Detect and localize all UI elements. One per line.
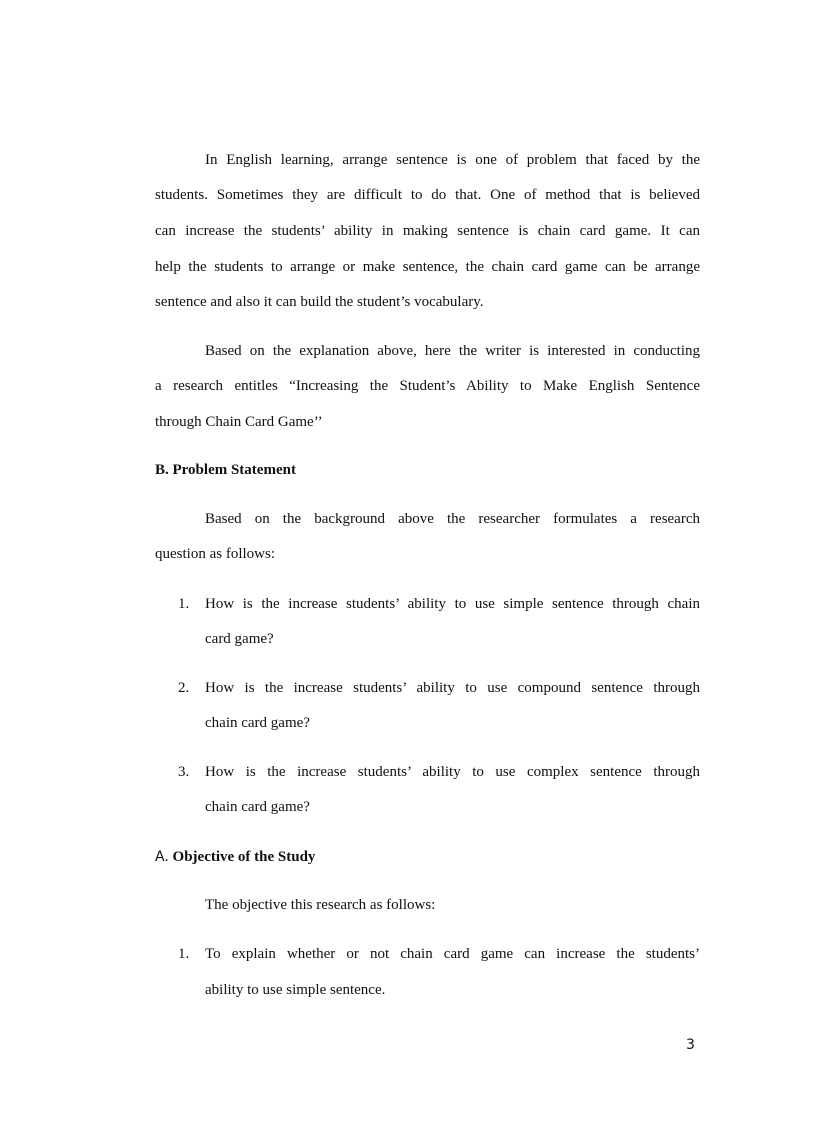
problem-item-2-line-2: chain card game? bbox=[205, 715, 310, 731]
problem-item-3-number: 3. bbox=[178, 764, 190, 780]
problem-item-1-line-2: card game? bbox=[205, 631, 274, 647]
problem-item-1-number: 1. bbox=[178, 596, 190, 612]
objective-item-1-line-1: To explain whether or not chain card game can increase the students’ bbox=[205, 946, 700, 962]
paragraph-1-line-1: In English learning, arrange sentence is one of problem that faced by the bbox=[205, 152, 700, 168]
paragraph-1-line-5: sentence and also it can build the student’s vocabulary. bbox=[155, 294, 484, 310]
objective-heading bbox=[155, 848, 315, 866]
objective-heading-prefix: A. bbox=[155, 849, 169, 865]
objective-heading-text: Objective of the Study bbox=[172, 849, 316, 865]
objective-item-1-number: 1. bbox=[178, 946, 190, 962]
paragraph-1-line-2: students. Sometimes they are difficult to do that. One of method that is believed bbox=[155, 187, 700, 203]
problem-item-3-line-2: chain card game? bbox=[205, 799, 310, 815]
paragraph-1-line-3: can increase the students’ ability in making sentence is chain card game. It can bbox=[155, 223, 700, 239]
problem-item-1-line-1: How is the increase students’ ability to use simple sentence through chain bbox=[205, 596, 700, 612]
paragraph-1-line-4: help the students to arrange or make sentence, the chain card game can be arrange bbox=[155, 259, 700, 275]
problem-intro-line-2: question as follows: bbox=[155, 546, 275, 562]
objective-intro: The objective this research as follows: bbox=[205, 897, 436, 913]
problem-statement-heading: B. Problem Statement bbox=[155, 462, 296, 478]
paragraph-2-line-2: a research entitles “Increasing the Student’s Ability to Make English Sentence bbox=[155, 378, 700, 394]
paragraph-2-line-3: through Chain Card Game’’ bbox=[155, 414, 323, 430]
paragraph-2-line-1: Based on the explanation above, here the writer is interested in conducting bbox=[205, 343, 700, 359]
problem-item-3-line-1: How is the increase students’ ability to use complex sentence through bbox=[205, 764, 700, 780]
objective-item-1-line-2: ability to use simple sentence. bbox=[205, 982, 386, 998]
problem-intro-line-1: Based on the background above the researcher formulates a research bbox=[205, 511, 700, 527]
problem-item-2-number: 2. bbox=[178, 680, 190, 696]
page-number: 3 bbox=[686, 1037, 695, 1053]
problem-item-2-line-1: How is the increase students’ ability to use compound sentence through bbox=[205, 680, 700, 696]
